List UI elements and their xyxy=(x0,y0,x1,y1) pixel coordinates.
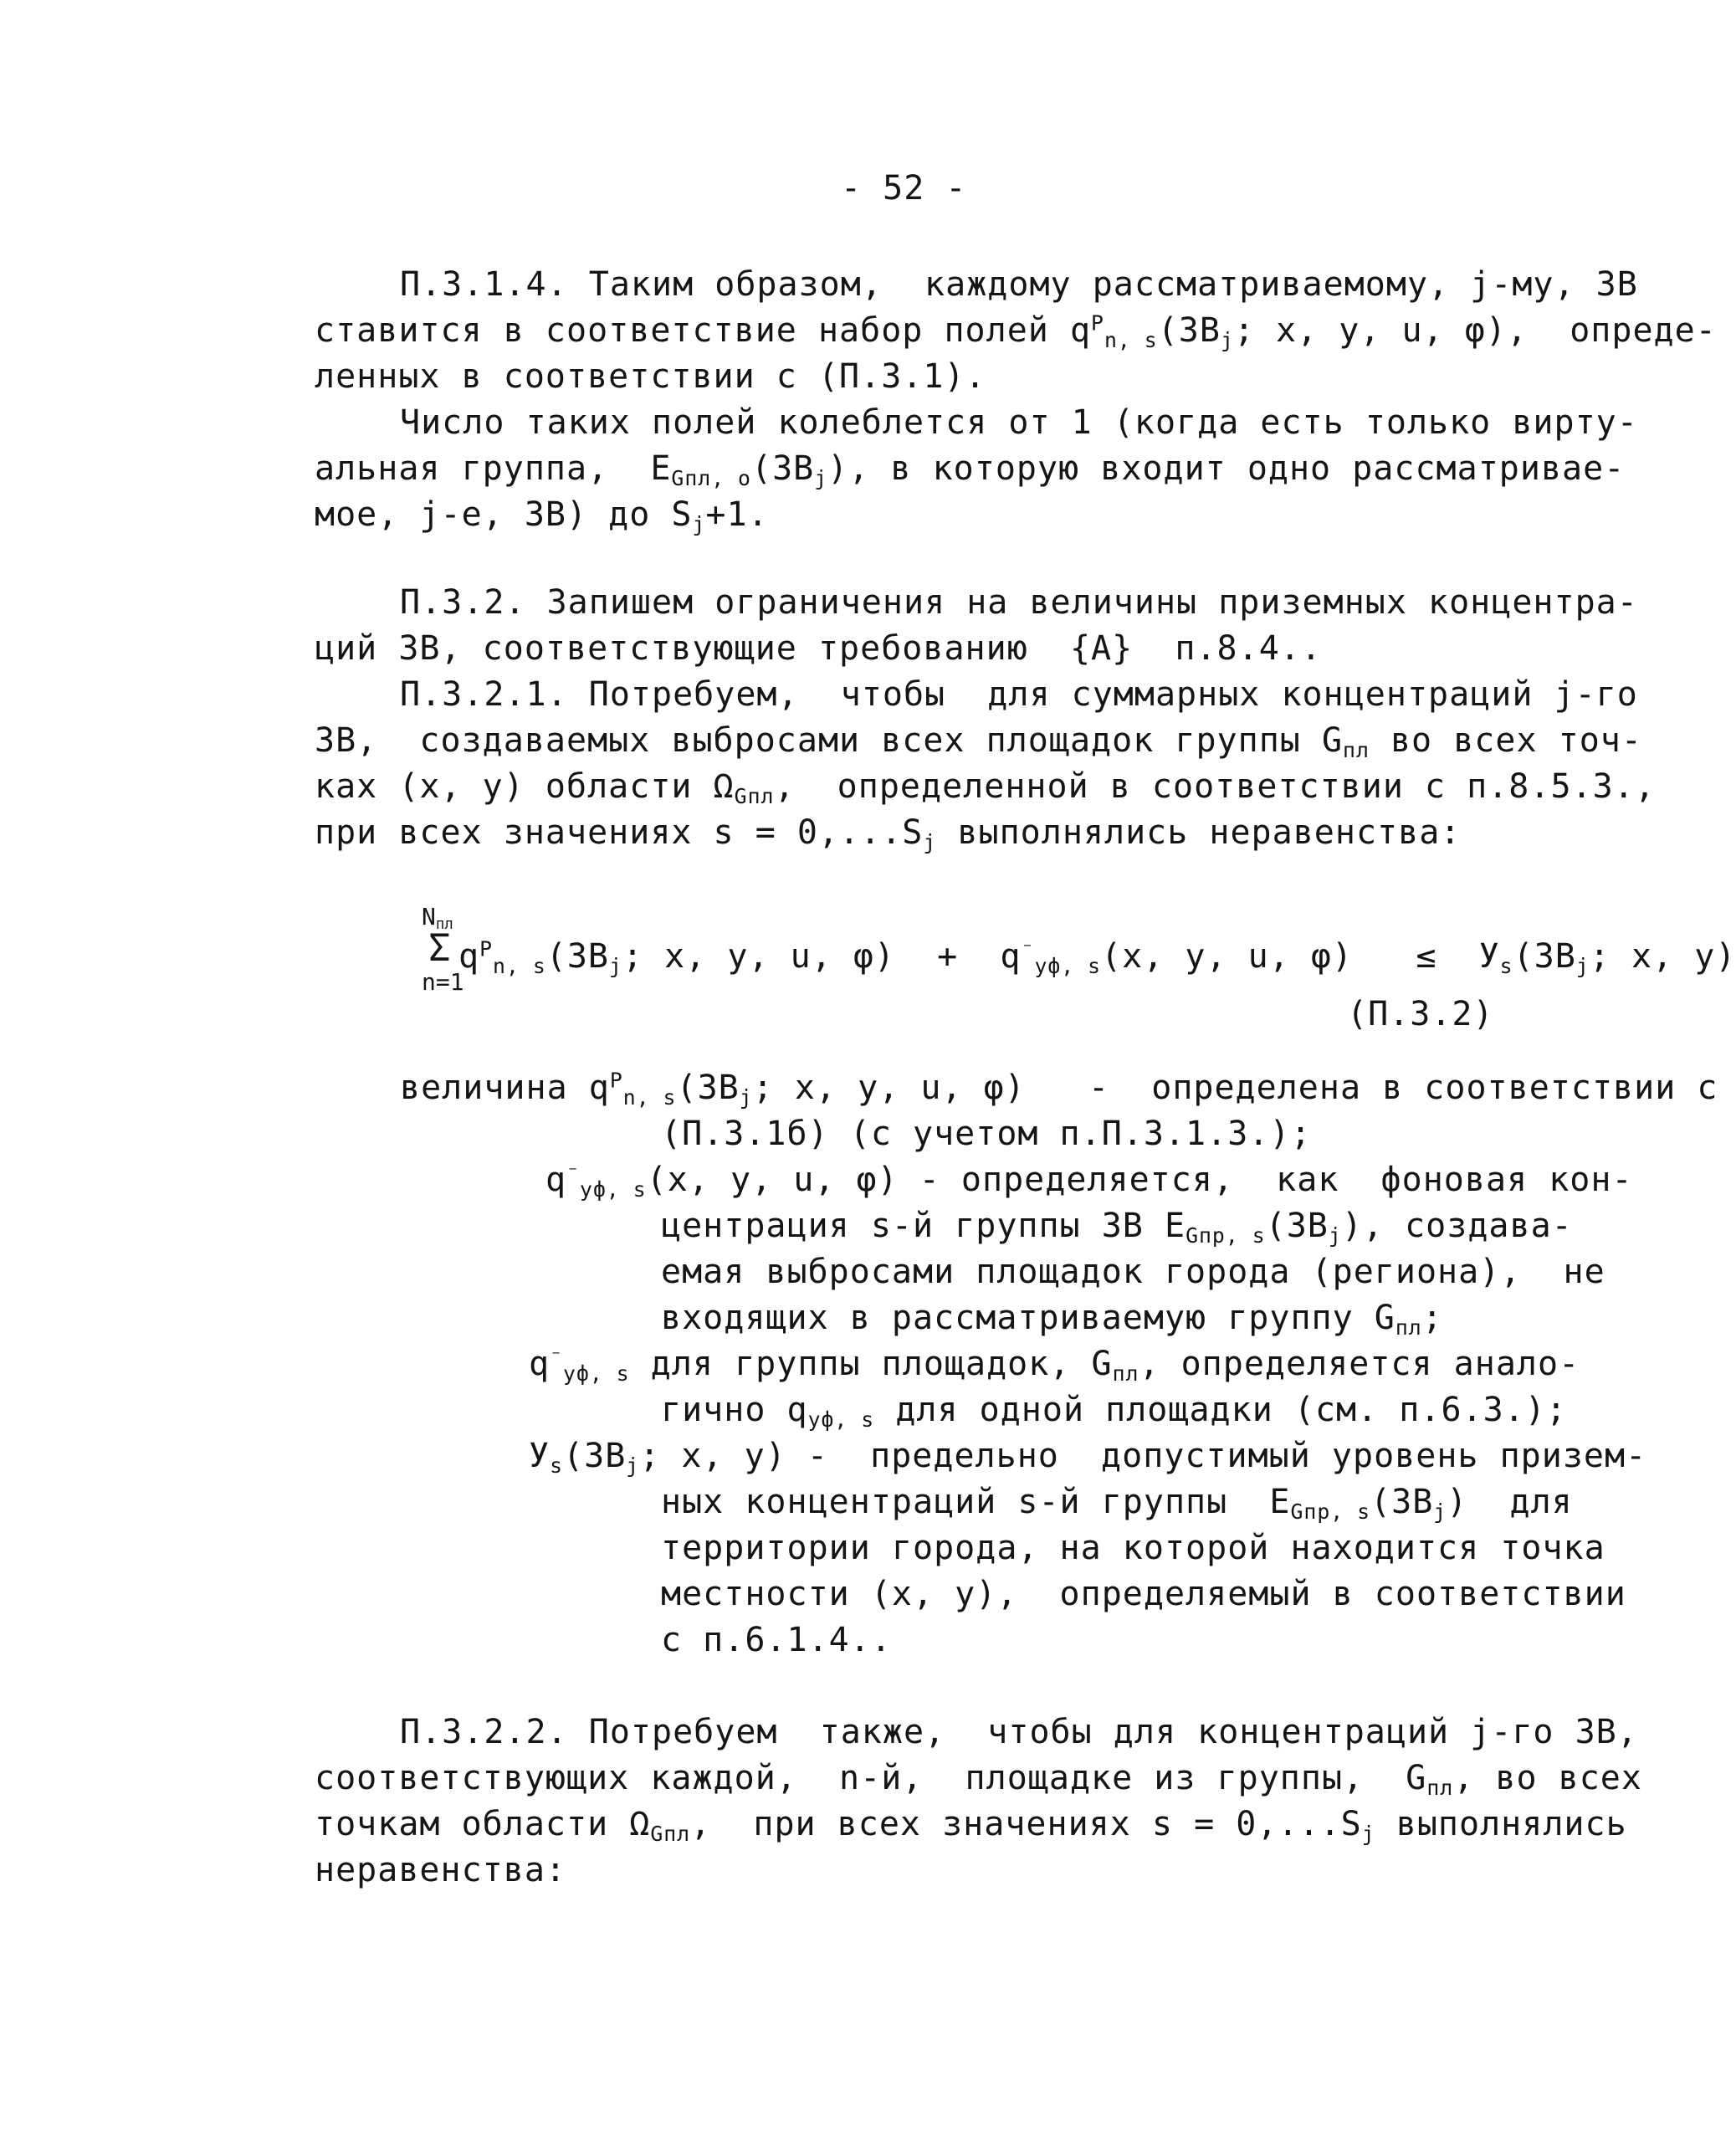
definition-limit-line-3: территории города, на которой находится точка xyxy=(661,1529,1605,1567)
sum-lower-limit: n=1 xyxy=(422,968,464,996)
para-3-1-4-line-3: ленных в соответствии с (П.3.1). xyxy=(315,357,986,396)
definition-limit-line-1: $У_s(ЗВ_j$; x, y) - предельно допустимый уровень призем- xyxy=(529,1437,1647,1478)
definition-qgroup-line-1: $q^{^-}_{уф, s}$ для группы площадок, $G_{пл}$, определяется анало- xyxy=(529,1344,1580,1386)
para-count-line-1: Число таких полей колеблется от 1 (когда есть только вирту- xyxy=(400,403,1638,442)
para-3-2-2-line-3: точкам области $\Omega_{Gпл}$, при всех значениях $s = 0,...S_j$ выполнялись xyxy=(315,1805,1627,1846)
para-3-2-2-line-1: П.3.2.2. Потребуем также, чтобы для концентраций j-го ЗВ, xyxy=(400,1713,1638,1751)
definition-qp-line-2: (П.3.1б) (с учетом п.П.3.1.3.); xyxy=(661,1115,1312,1153)
definition-qgroup-line-2: гично $q_{уф, s}$ для одной площадки (см. п.6.3.); xyxy=(661,1391,1567,1432)
para-3-2-1-line-1: П.3.2.1. Потребуем, чтобы для суммарных концентраций j-го xyxy=(400,675,1638,714)
sum-upper-limit: $N_{пл}$ xyxy=(422,903,453,933)
definition-limit-line-4: местности (x, y), определяемый в соответствии xyxy=(661,1575,1626,1613)
para-3-1-4-line-2: ставится в соответствие набор полей $q^P_{n, s}(ЗВ_j$; x, y, u, φ), опреде- xyxy=(315,310,1717,352)
para-count-line-3: мое, j-е, ЗВ) до $S_j+1$. xyxy=(315,495,769,536)
para-3-2-1-line-4: при всех значениях $s = 0,...S_j$ выполнялись неравенства: xyxy=(315,813,1462,854)
definition-qbg-line-4: входящих в рассматриваемую группу $G_{пл}$; xyxy=(661,1299,1443,1340)
para-3-2-1-line-3: ках (x, y) области $\Omega_{Gпл}$, определенной в соответствии с п.8.5.3., xyxy=(315,767,1656,808)
para-3-1-4-line-1: П.3.1.4. Таким образом, каждому рассматриваемому, j-му, ЗВ xyxy=(400,265,1638,304)
definition-qbg-line-2: центрация s-й группы ЗВ $E_{Gпр, s}(ЗВ_j)$, создава- xyxy=(661,1207,1573,1248)
definition-limit-line-2: ных концентраций s-й группы $E_{Gпр, s}(ЗВ_j)$ для xyxy=(661,1483,1573,1524)
definition-qp-line-1: величина $q^P_{n, s}(ЗВ_j$; x, y, u, φ) - определена в соответствии с xyxy=(400,1068,1718,1110)
sum-sigma: Σ xyxy=(428,927,451,970)
definition-qbg-line-3: емая выбросами площадок города (региона), не xyxy=(661,1253,1605,1291)
para-count-line-2: альная группа, $E_{Gпл, o}(ЗВ_j)$, в которую входит одно рассматривае- xyxy=(315,449,1626,490)
para-3-2-2-line-2: соответствующих каждой, n-й, площадке из группы, $G_{пл}$, во всех xyxy=(315,1759,1642,1800)
para-3-2-1-line-2: ЗВ, создаваемых выбросами всех площадок группы $G_{пл}$ во всех точ- xyxy=(315,721,1642,762)
para-3-2-line-2: ций ЗВ, соответствующие требованию {А} п.8.4.. xyxy=(315,629,1322,668)
formula-body: $q^P_{n, s}(ЗВ_j$; x, y, u, $\varphi) + q^{^-}_{уф, s}(x$, y, u, $\varphi) \le У_s(ЗВ_j$; x, y) xyxy=(458,936,1736,978)
definition-qbg-line-1: $q^{^-}_{уф, s}(x$, y, u, φ) - определяется, как фоновая кон- xyxy=(545,1160,1633,1202)
para-3-2-line-1: П.3.2. Запишем ограничения на величины приземных концентра- xyxy=(400,583,1638,622)
definition-limit-line-5: с п.6.1.4.. xyxy=(661,1621,892,1659)
para-3-2-2-line-4: неравенства: xyxy=(315,1851,566,1889)
formula-number: (П.3.2) xyxy=(1347,995,1494,1033)
page-number: - 52 - xyxy=(841,169,967,208)
